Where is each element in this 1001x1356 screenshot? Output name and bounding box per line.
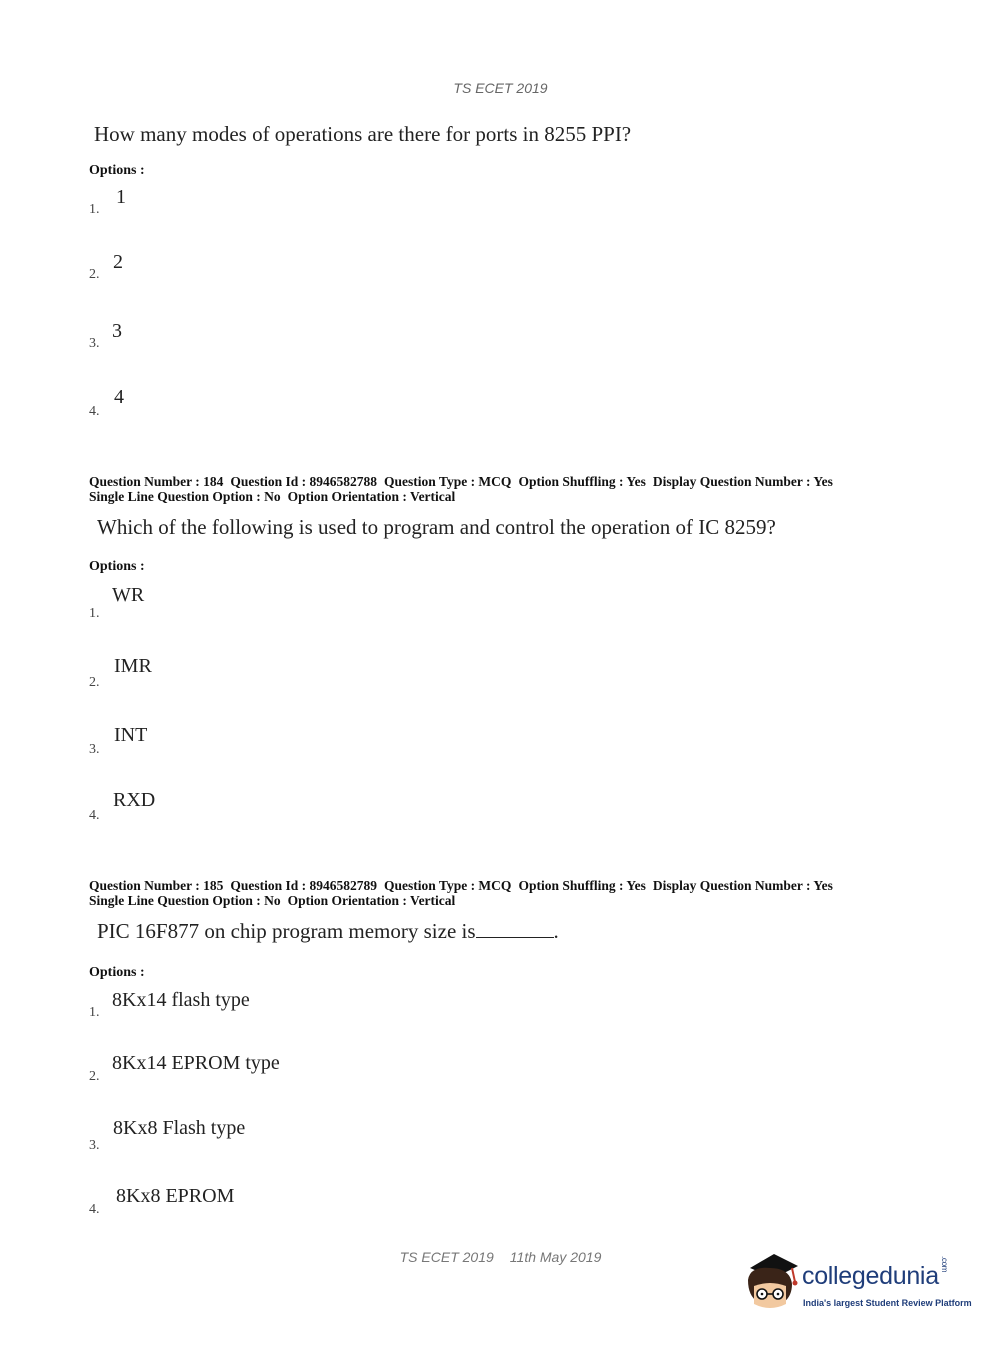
collegedunia-logo [740, 1252, 970, 1318]
footer-exam: TS ECET 2019 [399, 1249, 494, 1265]
q2-option-1-text: WR [112, 584, 145, 606]
q2-option-4-number: 4. [89, 808, 100, 823]
question-3-meta-line-1: Question Number : 185 Question Id : 8946582789 Question Type : MCQ Option Shuffling : Yes Display Question Number : Yes [89, 878, 833, 893]
q1-option-1-text: 1 [116, 186, 126, 208]
q2-option-1-number: 1. [89, 606, 100, 621]
q3-option-2-text: 8Kx14 EPROM type [112, 1052, 280, 1074]
q1-option-4-number: 4. [89, 404, 100, 419]
question-1-options-label: Options : [89, 163, 145, 178]
question-2-meta-line-1: Question Number : 184 Question Id : 8946582788 Question Type : MCQ Option Shuffling : Yes Display Question Number : Yes [89, 474, 833, 489]
question-1-text: How many modes of operations are there for ports in 8255 PPI? [94, 122, 632, 146]
question-3-text: PIC 16F877 on chip program memory size is . [97, 919, 559, 943]
q3-option-2-number: 2. [89, 1069, 100, 1084]
q2-option-2-text: IMR [114, 655, 152, 677]
q1-option-2-number: 2. [89, 267, 100, 282]
q3-option-1-number: 1. [89, 1005, 100, 1020]
q2-option-2-number: 2. [89, 675, 100, 690]
question-3-meta-line-2: Single Line Question Option : No Option Orientation : Vertical [89, 893, 456, 908]
q2-option-4-text: RXD [113, 789, 156, 811]
question-3-options-label: Options : [89, 965, 145, 980]
page-header-title: TS ECET 2019 [453, 80, 548, 96]
question-2-options-label: Options : [89, 559, 145, 574]
answer-blank [476, 919, 554, 938]
q3-option-1-text: 8Kx14 flash type [112, 989, 250, 1011]
logo-tagline: India's largest Student Review Platform [803, 1298, 972, 1308]
q3-option-4-text: 8Kx8 EPROM [116, 1185, 235, 1207]
footer-date: 11th May 2019 [509, 1249, 602, 1265]
q3-option-3-text: 8Kx8 Flash type [113, 1117, 246, 1139]
q1-option-3-text: 3 [112, 320, 122, 342]
q1-option-3-number: 3. [89, 336, 100, 351]
logo-name: collegedunia.com [802, 1255, 949, 1290]
q1-option-2-text: 2 [113, 251, 123, 273]
q3-option-4-number: 4. [89, 1202, 100, 1217]
q2-option-3-number: 3. [89, 742, 100, 757]
q2-option-3-text: INT [114, 724, 148, 746]
question-2-meta-line-2: Single Line Question Option : No Option Orientation : Vertical [89, 489, 456, 504]
question-2-text: Which of the following is used to program and control the operation of IC 8259? [97, 515, 776, 539]
mascot-icon [740, 1252, 802, 1318]
q3-option-3-number: 3. [89, 1138, 100, 1153]
q1-option-4-text: 4 [114, 386, 124, 408]
q1-option-1-number: 1. [89, 202, 100, 217]
